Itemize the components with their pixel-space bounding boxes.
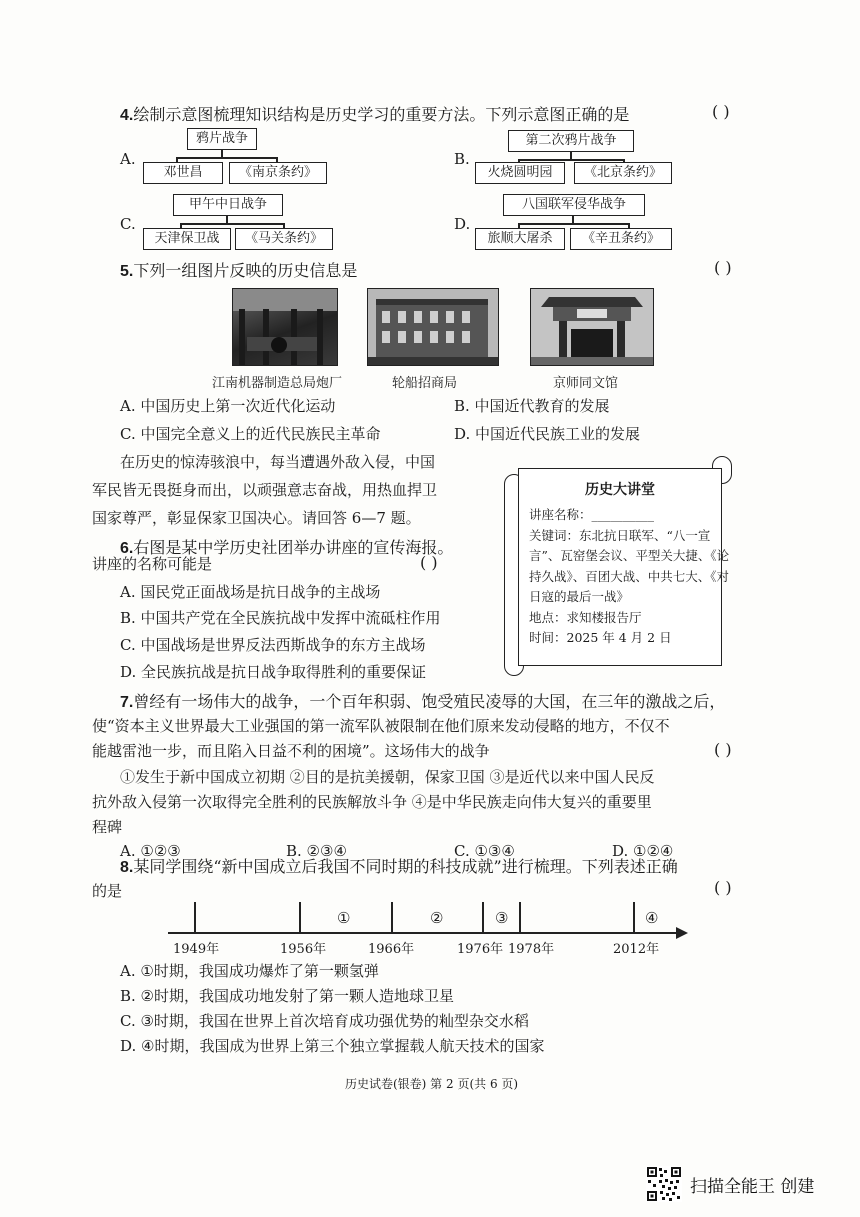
timeline-year: 2012年 bbox=[613, 942, 660, 957]
q4-b-left-box: 火烧圆明园 bbox=[475, 162, 565, 184]
page-footer: 历史试卷(银卷) 第 2 页(共 6 页) bbox=[345, 1077, 519, 1091]
photo-tongwen-guan bbox=[530, 288, 654, 366]
timeline-tick bbox=[391, 902, 393, 932]
poster-line-keywords: 持久战》、百团大战、中共七大、《对 bbox=[529, 568, 730, 584]
q4-option-a-letter: A. bbox=[120, 150, 136, 168]
q4-c-right-box: 《马关条约》 bbox=[235, 228, 333, 250]
q5-stem: 下列一组图片反映的历史信息是 bbox=[133, 261, 358, 280]
q8-stem-row bbox=[120, 854, 678, 877]
photo-steamship-company bbox=[367, 288, 499, 366]
caption-jiangnan-arsenal: 江南机器制造总局炮厂 bbox=[212, 376, 343, 391]
q8-stem-line-2: 的是 bbox=[92, 882, 123, 900]
q7-statement-line-3: 程碑 bbox=[92, 818, 123, 836]
q6-stem-line-2: 讲座的名称可能是 bbox=[92, 555, 213, 573]
timeline-tick bbox=[633, 902, 635, 932]
q7-number: 7. bbox=[120, 694, 134, 711]
q4-c-left-box: 天津保卫战 bbox=[143, 228, 231, 250]
photo-jiangnan-arsenal bbox=[232, 288, 338, 366]
timeline-arrow-icon bbox=[676, 927, 688, 939]
timeline-period-3: ③ bbox=[495, 909, 509, 927]
q4-option-b-letter: B. bbox=[454, 150, 470, 168]
timeline-axis bbox=[168, 932, 680, 934]
q8-stem: 某同学围绕“新中国成立后我国不同时期的科技成就”进行梳理。下列表述正确 bbox=[133, 857, 678, 876]
q7-stem-row bbox=[120, 689, 725, 712]
q4-answer-paren: ( ) bbox=[712, 102, 730, 121]
timeline-year: 1956年 bbox=[280, 942, 327, 957]
timeline-year: 1966年 bbox=[368, 942, 415, 957]
q4-d-left-box: 旅顺大屠杀 bbox=[475, 228, 565, 250]
q5-number: 5. bbox=[120, 263, 134, 280]
q8-answer-paren: ( ) bbox=[714, 878, 732, 897]
q7-option-b[interactable]: B. ②③④ bbox=[286, 842, 347, 860]
q4-option-c-letter: C. bbox=[120, 215, 136, 233]
timeline-tick bbox=[299, 902, 301, 932]
intro-line-1: 在历史的惊涛骇浪中，每当遭遇外敌入侵，中国 bbox=[120, 453, 436, 471]
q4-c-connector bbox=[180, 223, 283, 225]
intro-line-2: 军民皆无畏挺身而出，以顽强意志奋战，用热血捍卫 bbox=[92, 481, 438, 499]
q4-b-top-box: 第二次鸦片战争 bbox=[508, 130, 634, 152]
poster-line-location: 地点：求知楼报告厅 bbox=[529, 609, 642, 625]
q8-option-d[interactable]: D. ④时期，我国成为世界上第三个独立掌握载人航天技术的国家 bbox=[120, 1037, 545, 1055]
q7-option-c[interactable]: C. ①③④ bbox=[454, 842, 515, 860]
q4-stem-row bbox=[120, 102, 629, 125]
q6-option-a[interactable]: A. 国民党正面战场是抗日战争的主战场 bbox=[120, 583, 381, 601]
q8-number: 8. bbox=[120, 859, 134, 876]
poster-line-keywords: 日寇的最后一战》 bbox=[529, 589, 630, 604]
q8-option-c[interactable]: C. ③时期，我国在世界上首次培育成功强优势的籼型杂交水稻 bbox=[120, 1012, 529, 1030]
timeline-period-1: ① bbox=[337, 909, 351, 927]
poster-line-keywords: 言”、瓦窑堡会议、平型关大捷、《论 bbox=[529, 548, 730, 563]
timeline-period-2: ② bbox=[430, 909, 444, 927]
timeline-year: 1978年 bbox=[508, 942, 555, 957]
q5-option-b[interactable]: B. 中国近代教育的发展 bbox=[454, 397, 610, 415]
timeline-tick bbox=[519, 902, 521, 932]
q5-answer-paren: ( ) bbox=[714, 258, 732, 277]
q4-option-d-letter: D. bbox=[454, 215, 471, 233]
q5-option-d[interactable]: D. 中国近代民族工业的发展 bbox=[454, 425, 641, 443]
q6-answer-paren: ( ) bbox=[420, 553, 438, 572]
q4-d-top-box: 八国联军侵华战争 bbox=[503, 194, 645, 216]
q4-c-top-box: 甲午中日战争 bbox=[173, 194, 283, 216]
q6-option-d[interactable]: D. 全民族抗战是抗日战争取得胜利的重要保证 bbox=[120, 663, 427, 681]
qr-code-icon bbox=[646, 1166, 682, 1202]
caption-tongwen-guan: 京师同文馆 bbox=[553, 376, 619, 391]
q6-option-c[interactable]: C. 中国战场是世界反法西斯战争的东方主战场 bbox=[120, 636, 426, 654]
q4-a-top-box: 鸦片战争 bbox=[187, 128, 257, 150]
q7-statement-line-2: 抗外敌入侵第一次取得完全胜利的民族解放斗争 ④是中华民族走向伟大复兴的重要里 bbox=[92, 793, 652, 811]
poster-line-keywords: 关键词：东北抗日联军、“八一宣 bbox=[529, 527, 711, 543]
timeline-year: 1976年 bbox=[457, 942, 504, 957]
q7-option-d[interactable]: D. ①②④ bbox=[612, 842, 674, 860]
poster-line-name: 讲座名称：__________ bbox=[529, 507, 655, 522]
q6-option-b[interactable]: B. 中国共产党在全民族抗战中发挥中流砥柱作用 bbox=[120, 609, 441, 627]
q4-number: 4. bbox=[120, 107, 134, 124]
poster-title: 历史大讲堂 bbox=[585, 482, 655, 498]
q7-option-a[interactable]: A. ①②③ bbox=[120, 842, 181, 860]
intro-line-3: 国家尊严，彰显保家卫国决心。请回答 6—7 题。 bbox=[92, 509, 421, 527]
q4-a-right-box: 《南京条约》 bbox=[229, 162, 327, 184]
q4-b-connector bbox=[518, 159, 623, 161]
q5-option-c[interactable]: C. 中国完全意义上的近代民族民主革命 bbox=[120, 425, 381, 443]
timeline-period-4: ④ bbox=[645, 909, 659, 927]
timeline-tick bbox=[482, 902, 484, 932]
history-lecture-poster bbox=[518, 468, 730, 666]
caption-steamship-company: 轮船招商局 bbox=[392, 376, 458, 391]
q4-b-right-box: 《北京条约》 bbox=[574, 162, 672, 184]
q4-a-left-box: 邓世昌 bbox=[143, 162, 223, 184]
q7-stem: 曾经有一场伟大的战争，一个百年积弱、饱受殖民凌辱的大国，在三年的激战之后， bbox=[133, 692, 726, 711]
q4-a-connector bbox=[176, 157, 276, 159]
q4-d-right-box: 《辛丑条约》 bbox=[570, 228, 672, 250]
q7-stem-line-3: 能越雷池一步，而且陷入日益不利的困境”。这场伟大的战争 bbox=[92, 742, 490, 760]
q5-option-a[interactable]: A. 中国历史上第一次近代化运动 bbox=[120, 397, 336, 415]
poster-line-time: 时间：2025 年 4 月 2 日 bbox=[529, 630, 672, 645]
q8-option-a[interactable]: A. ①时期，我国成功爆炸了第一颗氢弹 bbox=[120, 962, 379, 980]
q6-stem: 右图是某中学历史社团举办讲座的宣传海报。 bbox=[133, 538, 454, 557]
q7-statement-line-1: ①发生于新中国成立初期 ②目的是抗美援朝，保家卫国 ③是近代以来中国人民反 bbox=[120, 768, 655, 786]
q4-stem: 绘制示意图梳理知识结构是历史学习的重要方法。下列示意图正确的是 bbox=[133, 105, 630, 124]
q5-stem-row bbox=[120, 258, 357, 281]
q6-number: 6. bbox=[120, 540, 134, 557]
q7-answer-paren: ( ) bbox=[714, 740, 732, 759]
scanner-watermark: 扫描全能王 创建 bbox=[690, 1177, 815, 1197]
q4-d-connector bbox=[518, 223, 628, 225]
q7-stem-line-2: 使“资本主义世界最大工业强国的第一流军队被限制在他们原来发动侵略的地方，不仅不 bbox=[92, 717, 670, 735]
q8-option-b[interactable]: B. ②时期，我国成功地发射了第一颗人造地球卫星 bbox=[120, 987, 455, 1005]
timeline-tick bbox=[194, 902, 196, 932]
timeline-year: 1949年 bbox=[173, 942, 220, 957]
